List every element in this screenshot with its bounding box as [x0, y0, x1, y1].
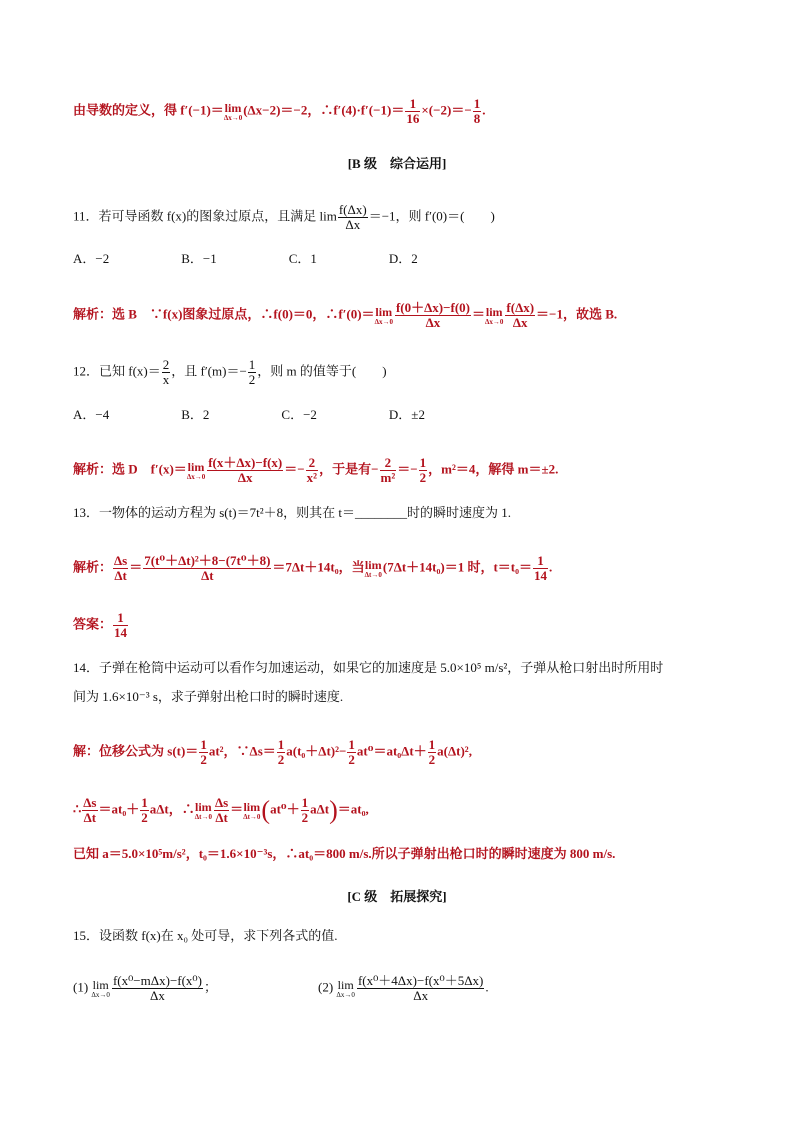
- text: at²，∵Δs＝: [208, 743, 276, 759]
- question-14-solution-2: [73, 796, 369, 825]
- text: ，于是有−: [319, 461, 379, 477]
- fraction: $\frac{2}{\text{x²}}$: [306, 455, 318, 485]
- question-12-options: [73, 407, 425, 423]
- fraction: $\frac{1}{2}$: [301, 795, 309, 825]
- text: ∴: [73, 801, 82, 817]
- text: ＝−: [397, 461, 418, 477]
- text: ×(−2)＝−: [421, 102, 472, 118]
- text: .: [482, 102, 486, 118]
- text: aΔt: [310, 801, 330, 817]
- text: (1): [73, 979, 89, 995]
- limit: lim Δx→0: [186, 459, 206, 481]
- fraction: $\frac{2}{x}$: [162, 357, 170, 387]
- question-15-part-2: [318, 974, 489, 1003]
- text: ＝7Δt＋14t₀，当: [272, 559, 365, 575]
- fraction: $\frac{1}{2}$: [277, 737, 285, 767]
- text: 由导数的定义，得 f′(−1)＝: [73, 102, 224, 118]
- text: (2): [318, 979, 334, 995]
- fraction: $\frac{\Delta s}{\Delta t}$: [83, 795, 97, 825]
- limit: lim Δx→0: [223, 100, 243, 122]
- fraction: $\frac{\text{f(x⁰＋4Δx)−f(x⁰＋5Δx)}}{\Delta x}$: [357, 973, 484, 1003]
- solution-label: 解析：: [73, 461, 113, 477]
- text: (7Δt＋14t₀)＝1 时，t＝t₀＝: [382, 559, 533, 575]
- fraction: $\frac{1}{8}$: [473, 96, 481, 126]
- question-13-solution: [73, 554, 552, 583]
- question-14-solution-1: [73, 738, 472, 767]
- section-b-heading: [B 级 综合运用]: [347, 156, 447, 171]
- right-paren: ): [329, 795, 338, 825]
- text: ＝−1，故选 B.: [536, 306, 618, 322]
- fraction: $\frac{f(0+\Delta x)-f(0)}{\Delta x}$: [395, 300, 470, 330]
- question-13: [73, 505, 511, 521]
- question-12-solution: [73, 456, 558, 485]
- text: ＝at₀＋: [98, 801, 140, 817]
- fraction: $\frac{1}{14}$: [114, 610, 128, 640]
- question-15: 15．设函数 f(x)在 x₀ 处可导，求下列各式的值.: [73, 928, 338, 943]
- text: ＝at₀,: [337, 801, 369, 817]
- fraction: $\frac{\text{f(x⁰−mΔx)−f(x⁰)}}{\Delta x}$: [112, 973, 202, 1003]
- question-13-answer: [73, 611, 129, 640]
- option-a: A．−2: [73, 251, 110, 266]
- option-d: D．2: [388, 251, 418, 266]
- text: 11．若可导函数 f(x)的图象过原点，且满足 lim: [73, 208, 337, 224]
- text: ；: [203, 979, 217, 995]
- text: 选 D f′(x)＝: [112, 461, 187, 477]
- option-b: B．−1: [181, 251, 217, 266]
- fraction: $\frac{\text{7(t⁰＋Δt)²＋8−(7t⁰＋8)}}{\Delta t}$: [144, 553, 271, 583]
- limit: lim Δt→0: [364, 557, 382, 579]
- text: ，m²＝4，解得 m＝±2.: [428, 461, 559, 477]
- text: a(Δt)²,: [437, 743, 472, 759]
- text: (Δx−2)＝−2，∴f′(4)·f′(−1)＝: [243, 102, 405, 118]
- option-a: A．−4: [73, 407, 110, 422]
- text: 13．一物体的运动方程为 s(t)＝7t²＋8，则其在 t＝________时的瞬时速度为 1.: [73, 505, 511, 520]
- solution-label: 解析：: [73, 559, 113, 575]
- question-11: [73, 203, 495, 232]
- question-11-options: [73, 251, 418, 267]
- fraction: $\frac{1}{2}$: [428, 737, 436, 767]
- text: .: [549, 559, 553, 575]
- text: at⁰＝at₀Δt＋: [356, 743, 427, 759]
- limit: lim Δx→0: [374, 304, 393, 326]
- option-b: B．2: [181, 407, 210, 422]
- fraction: $\frac{1}{16}$: [406, 96, 420, 126]
- fraction: $\frac{f(\Delta x)}{\Delta x}$: [506, 300, 535, 330]
- text: ＝: [129, 559, 143, 575]
- text: ＝−1，则 f′(0)＝( ): [368, 208, 495, 224]
- fraction: $\frac{1}{2}$: [200, 737, 207, 767]
- question-14-line-2: 间为 1.6×10⁻³ s，求子弹射出枪口时的瞬时速度.: [73, 689, 344, 704]
- option-c: C．−2: [281, 407, 317, 422]
- fraction: $\frac{\Delta s}{\Delta t}$: [114, 553, 128, 583]
- prev-solution-line: [73, 97, 486, 126]
- question-14-line-1: 14．子弹在枪筒中运动可以看作匀加速运动，如果它的加速度是 5.0×10⁵ m/s²，子弹从枪口射出时所用时: [73, 660, 664, 675]
- text: ，且 f′(m)＝−: [171, 363, 247, 379]
- question-11-solution: [73, 301, 617, 330]
- text: 位移公式为 s(t)＝: [99, 743, 199, 759]
- limit: lim Δt→0: [243, 799, 261, 821]
- left-paren: (: [261, 795, 271, 825]
- fraction: $\frac{f(\Delta x)}{\Delta x}$: [338, 202, 367, 232]
- text: ＝: [472, 306, 486, 322]
- limit: lim Δx→0: [91, 977, 110, 999]
- fraction: $\frac{1}{2}$: [248, 357, 256, 387]
- limit: lim Δx→0: [336, 977, 355, 999]
- question-15-part-1: [73, 974, 217, 1003]
- text: ＝−: [284, 461, 305, 477]
- fraction: $\frac{\Delta s}{\Delta t}$: [214, 795, 229, 825]
- text: ＝: [230, 801, 244, 817]
- text: aΔt，∴: [149, 801, 195, 817]
- limit: lim Δx→0: [485, 304, 504, 326]
- fraction: $\frac{1}{14}$: [534, 553, 548, 583]
- text: ，则 m 的值等于( ): [257, 363, 387, 379]
- option-c: C．1: [288, 251, 317, 266]
- section-c-heading: [C 级 拓展探究]: [347, 889, 447, 904]
- text: .: [485, 979, 489, 995]
- question-14-solution-3: 已知 a＝5.0×10⁵m/s²，t₀＝1.6×10⁻³s，∴at₀＝800 m/s.所以子弹射出枪口时的瞬时速度为 800 m/s.: [73, 846, 616, 861]
- question-12: [73, 358, 387, 387]
- answer-label: 答案：: [73, 616, 113, 632]
- text: a(t₀＋Δt)²−: [286, 743, 347, 759]
- text: 12．已知 f(x)＝: [73, 363, 161, 379]
- solution-label: 解：: [73, 743, 100, 759]
- fraction: $\frac{1}{2}$: [348, 737, 355, 767]
- fraction: $\frac{1}{2}$: [141, 795, 148, 825]
- text: 选 B ∵f(x)图象过原点，∴f(0)＝0，∴f′(0)＝: [112, 306, 375, 322]
- solution-label: 解析：: [73, 306, 113, 322]
- fraction: $\frac{f(x+\Delta x)-f(x)}{\Delta x}$: [208, 455, 283, 485]
- option-d: D．±2: [388, 407, 425, 422]
- fraction: $\frac{1}{2}$: [419, 455, 427, 485]
- text: at⁰＋: [270, 801, 300, 817]
- limit: lim Δt→0: [194, 799, 212, 821]
- fraction: $\frac{2}{\text{m²}}$: [380, 455, 396, 485]
